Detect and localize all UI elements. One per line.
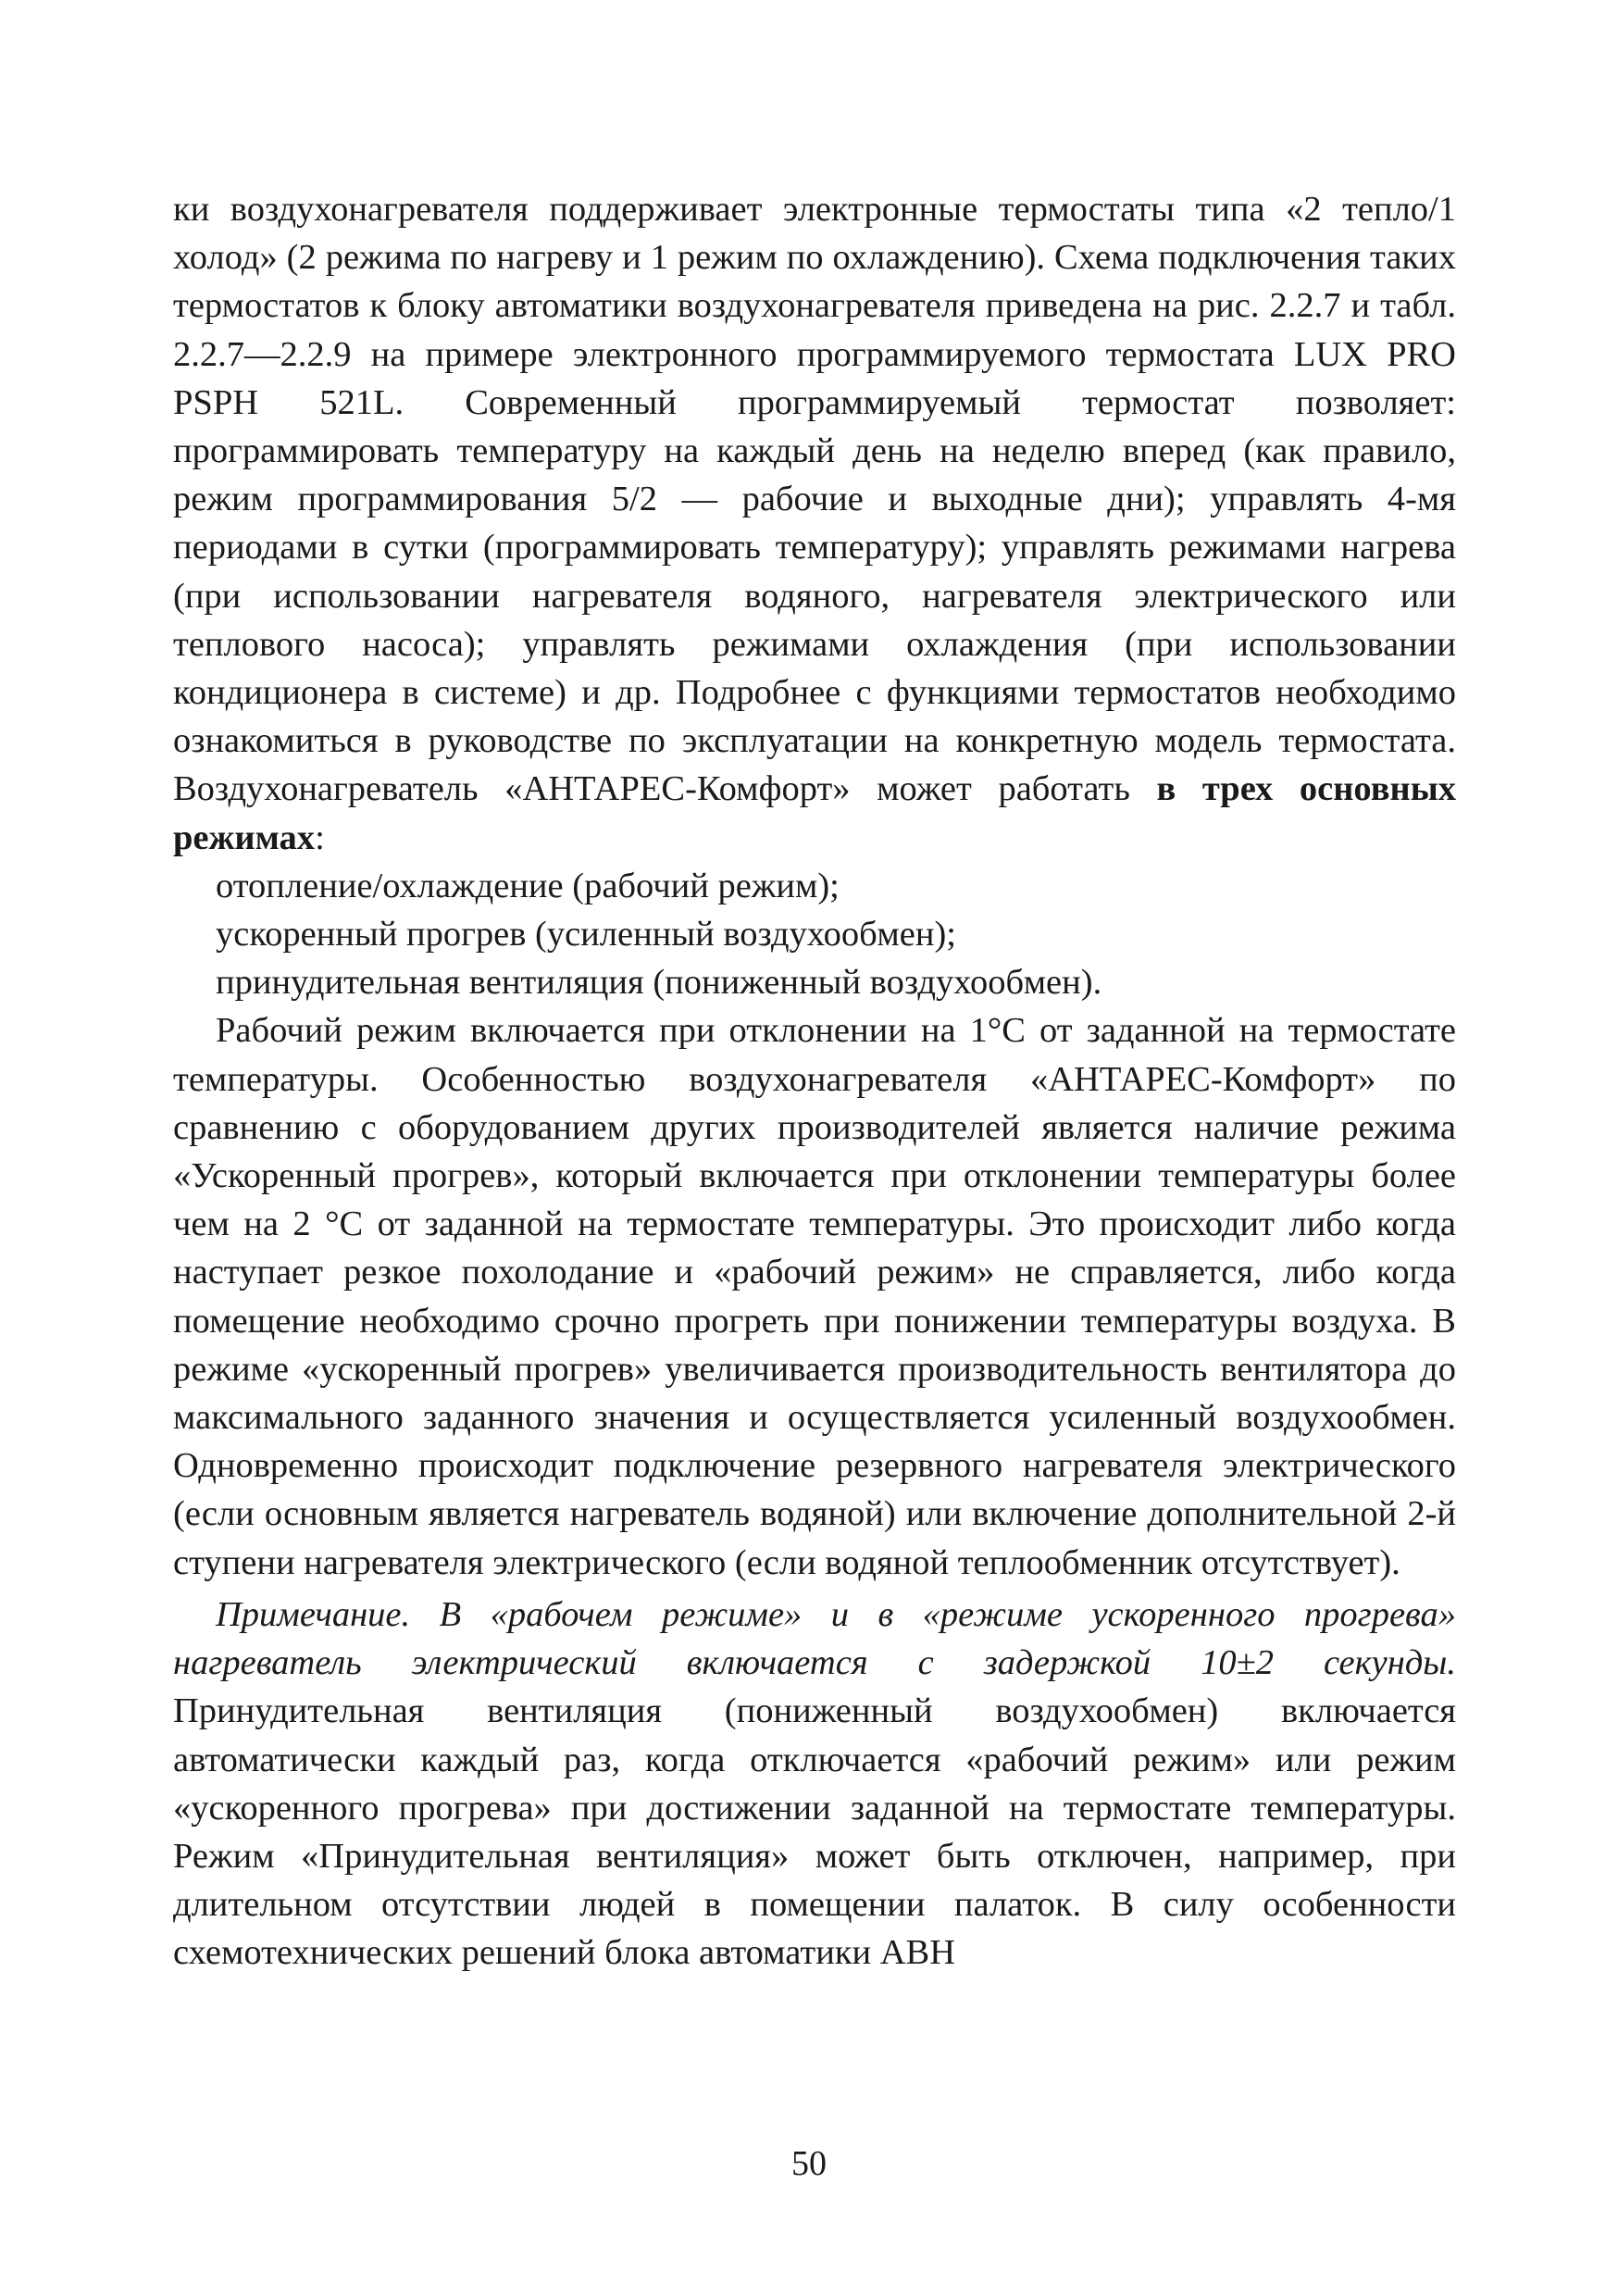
page-number: 50 — [791, 2144, 827, 2183]
page-body — [173, 185, 1456, 1978]
note-italic-text: Примечание. В «рабочем режиме» и в «режиме ускоренного прогрева» нагреватель электрический включается с задержкой 10±2 секунды. — [173, 1594, 1456, 1683]
mode-item-heating-cooling: отопление/охлаждение (рабочий режим); — [216, 866, 840, 905]
paragraph-note — [173, 1591, 1456, 1978]
paragraph-working-mode: Рабочий режим включается при отклонении на 1°C от заданной на термостате температуры. Особенностью воздухонагревателя «АНТАРЕС-Комфорт» по сравнению с оборудованием других производителей является наличие режима «Ускоренный прогрев», который включается при отклонении температуры более чем на 2 °С от заданной на термостате температуры. Это происходит либо когда наступает резкое похолодание и «рабочий режим» не справляется, либо когда помещение необходимо срочно прогреть при понижении температуры воздуха. В режиме «ускоренный прогрев» увеличивается производительность вентилятора до максимального заданного значения и осуществляется усиленный воздухообмен. Одновременно происходит подключение резервного нагревателя электрического (если основным является нагреватель водяной) или включение дополнительной 2-й ступени нагревателя электрического (если водяной теплообменник отсутствует). — [173, 1011, 1456, 1582]
paragraph-thermostats-colon: : — [315, 817, 325, 857]
note-rest-text: Принудительная вентиляция (пониженный воздухообмен) включается автоматически каждый раз, когда отключается «рабочий режим» или режим «ускоренного прогрева» при достижении заданной на термостате температуры. Режим «Принудительная вентиляция» может быть отключен, например, при длительном отсутствии людей в помещении палаток. В силу особенности схемотехнических решений блока автоматики АВН — [173, 1691, 1456, 1973]
mode-item-fast-warmup: ускоренный прогрев (усиленный воздухообмен); — [216, 915, 956, 955]
mode-item-forced-ventilation: принудительная вентиляция (пониженный воздухообмен). — [216, 963, 1102, 1003]
bold-three-modes: в трех основных режимах — [173, 769, 1457, 857]
paragraph-thermostats-text: ки воздухонагревателя поддерживает электронные термостаты типа «2 тепло/1 холод» (2 режима по нагреву и 1 режим по охлаждению). Схема подключения таких термостатов к блоку автоматики воздухонагревателя приведена на рис. 2.2.7 и табл. 2.2.7—2.2.9 на примере электронного программируемого термостата LUX PRO PSPH 521L. Современный программируемый термостат позволяет: программировать температуру на каждый день на неделю вперед (как правило, режим программирования 5/2 — рабочие и выходные дни); управлять 4-мя периодами в сутки (программировать температуру); управлять режимами нагрева (при использовании нагревателя водяного, нагревателя электрического или теплового насоса); управлять режимами охлаждения (при использовании кондиционера в системе) и др. Подробнее с функциями термостатов необходимо ознакомиться в руководстве по эксплуатации на конкретную модель термостата. Воздухонагреватель «АНТАРЕС-Комфорт» может работать — [173, 190, 1456, 809]
paragraph-thermostats — [173, 185, 1456, 862]
